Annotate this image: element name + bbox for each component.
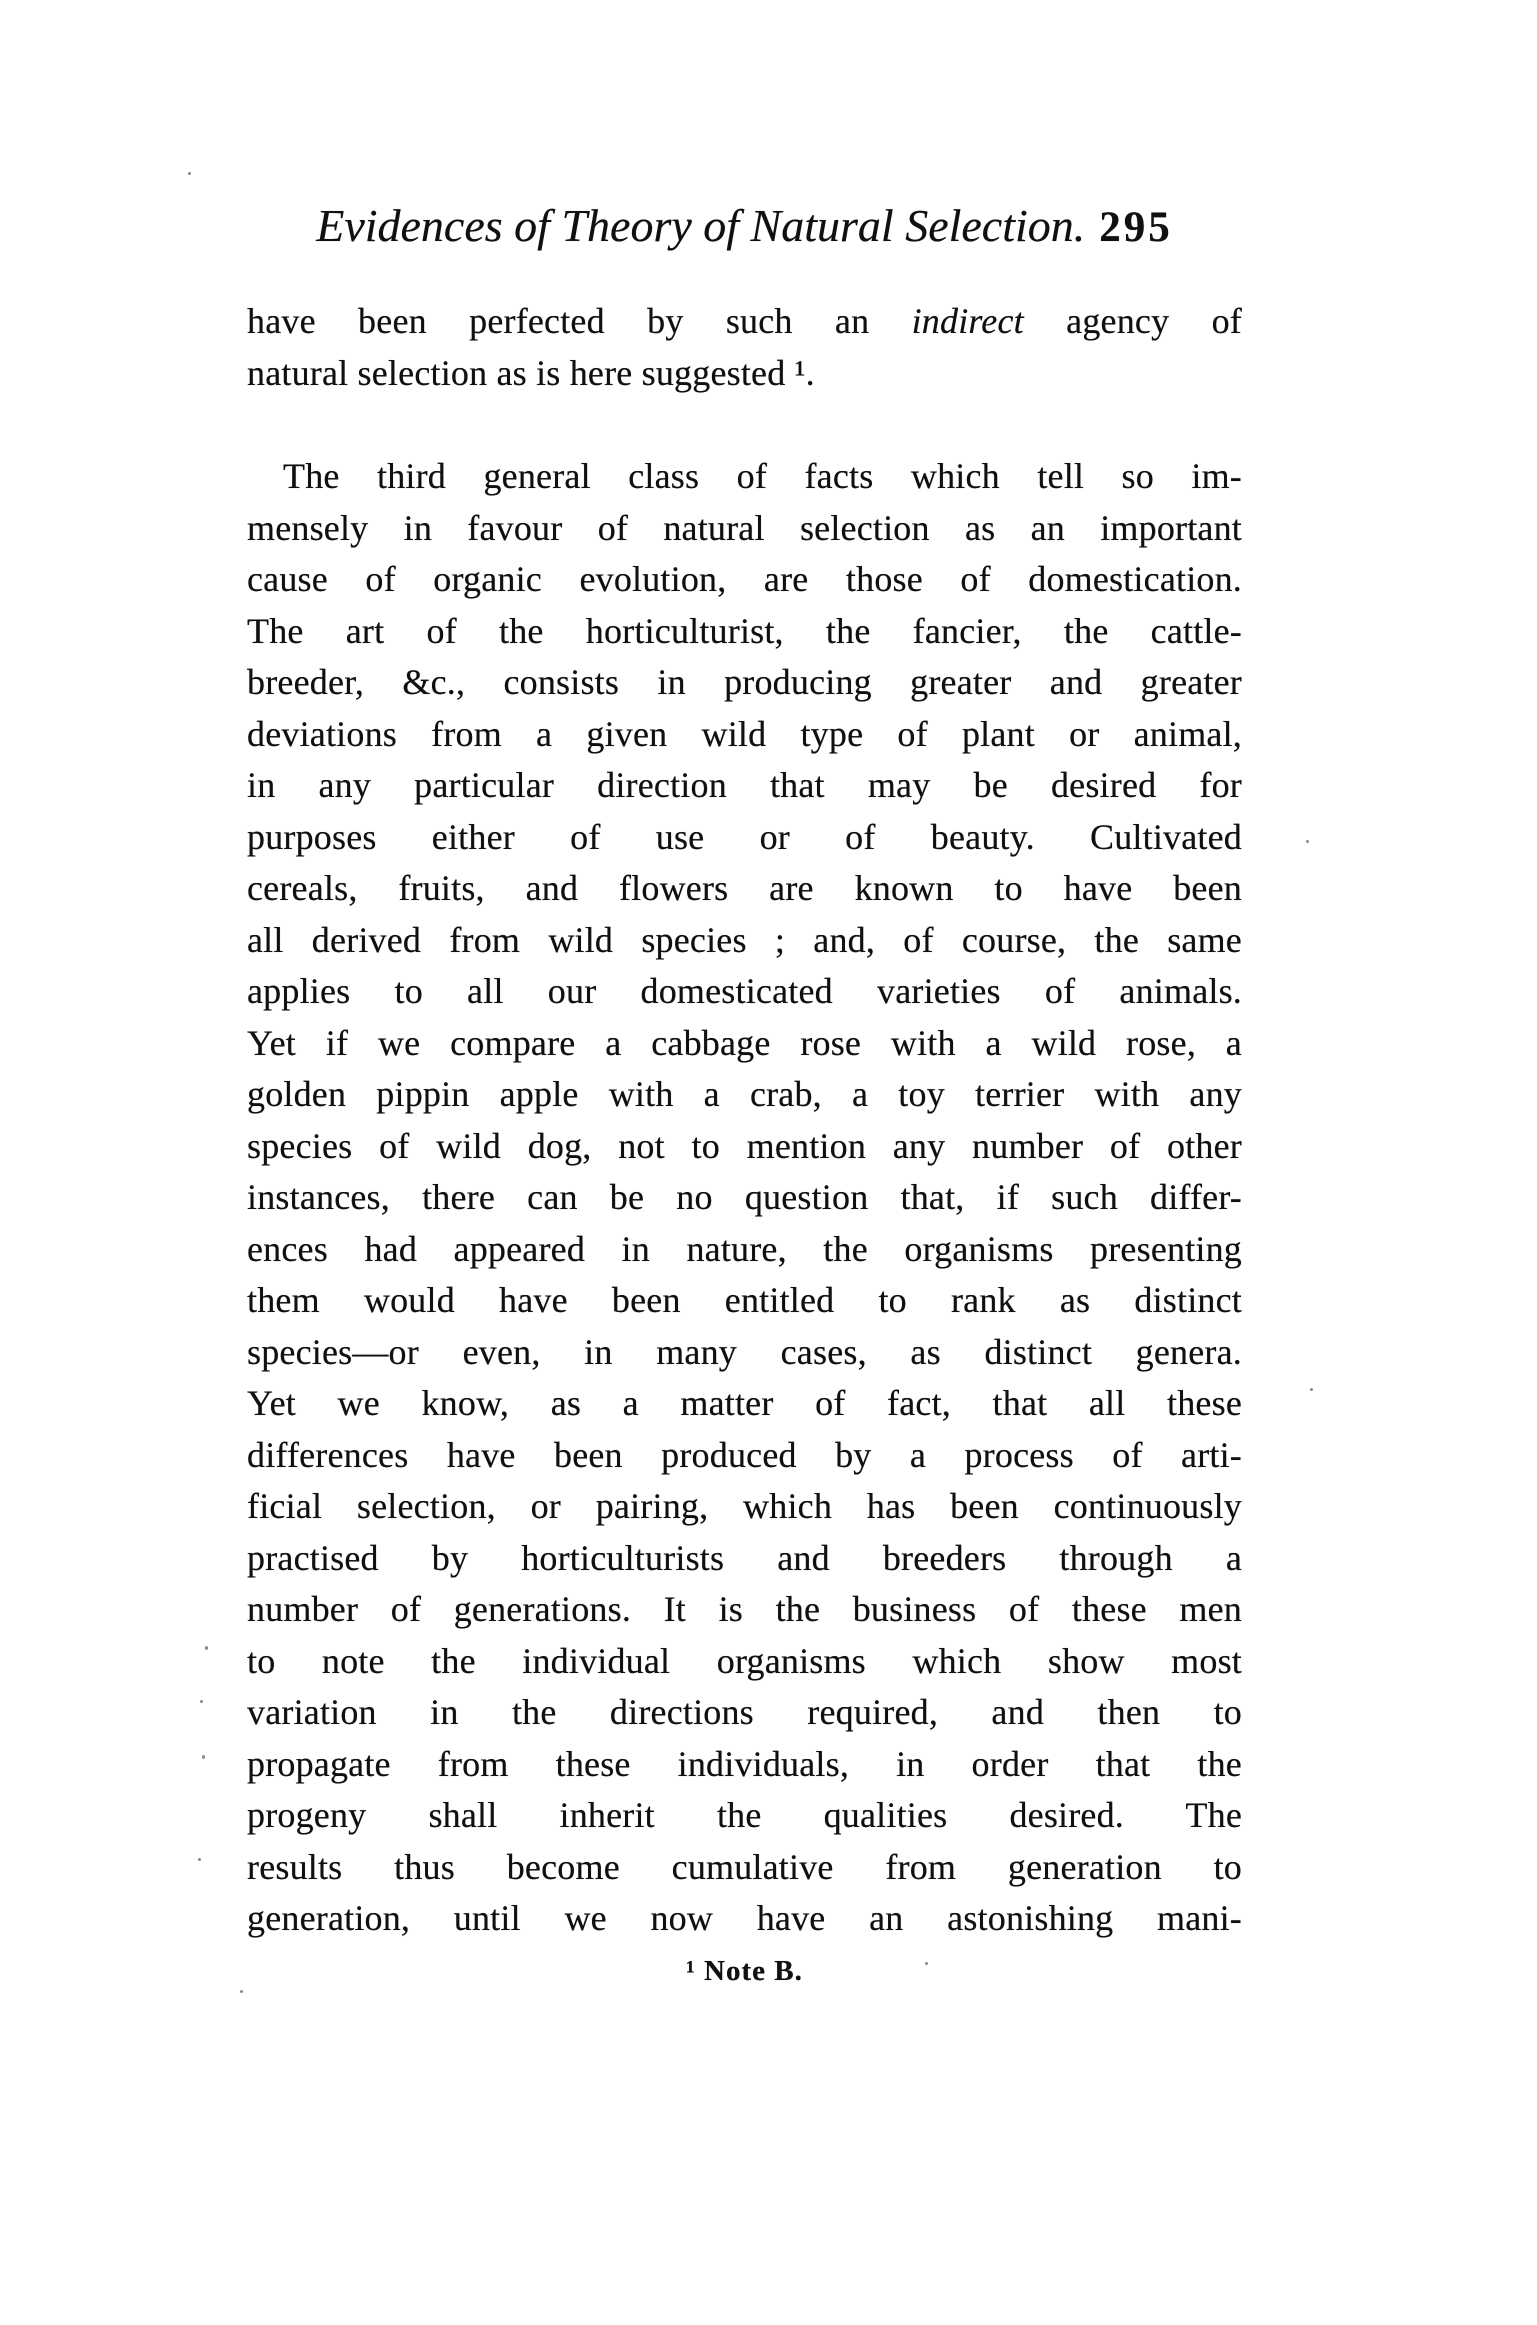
scan-speck — [200, 1700, 203, 1703]
text-line: cause of organic evolution, are those of domestication. — [247, 559, 1242, 599]
paragraph — [247, 451, 1242, 1945]
text-line: variation in the directions required, and then to — [247, 1692, 1242, 1732]
page-body — [247, 296, 1242, 1991]
text-line: mensely in favour of natural selection as an important — [247, 507, 1242, 548]
text-line: The third general class of facts which tell so im- — [283, 456, 1242, 496]
text-line: natural selection as is here suggested ¹. — [247, 352, 815, 393]
scan-speck — [1310, 1388, 1313, 1391]
scan-speck — [188, 172, 191, 175]
text-line: breeder, &c., consists in producing greater and greater — [247, 662, 1242, 702]
text-line: deviations from a given wild type of plant or animal, — [247, 713, 1242, 754]
text-line: differences have been produced by a process of arti- — [247, 1434, 1242, 1475]
text-line: The art of the horticulturist, the fancier, the cattle- — [247, 610, 1242, 651]
text-line: species of wild dog, not to mention any number of other — [247, 1125, 1242, 1166]
italic-word: indirect — [911, 301, 1024, 341]
text-line: in any particular direction that may be desired for — [247, 765, 1242, 805]
text-line: all derived from wild species ; and, of course, the same — [247, 919, 1242, 960]
scan-speck — [202, 1755, 205, 1759]
text-line: cereals, fruits, and flowers are known to have been — [247, 868, 1242, 908]
text-line: ences had appeared in nature, the organisms presenting — [247, 1228, 1242, 1269]
footnote: ¹ Note B. — [686, 1954, 803, 1987]
text-line: ficial selection, or pairing, which has been continuously — [247, 1486, 1242, 1526]
text-line: instances, there can be no question that, if such differ- — [247, 1177, 1242, 1217]
text-line: propagate from these individuals, in order that the — [247, 1743, 1242, 1784]
scan-speck — [240, 1990, 243, 1993]
running-header — [247, 200, 1242, 254]
page-number: 295 — [1099, 204, 1173, 251]
text-line: Yet we know, as a matter of fact, that all these — [247, 1383, 1242, 1423]
text-line: species—or even, in many cases, as distinct genera. — [247, 1331, 1242, 1372]
paragraph — [247, 296, 1242, 399]
scan-speck — [1306, 840, 1309, 843]
text-line: progeny shall inherit the qualities desired. The — [247, 1795, 1242, 1835]
text-line: golden pippin apple with a crab, a toy terrier with any — [247, 1074, 1242, 1114]
text-line: Yet if we compare a cabbage rose with a wild rose, a — [247, 1022, 1242, 1063]
scan-speck — [205, 1646, 208, 1650]
text-line: results thus become cumulative from generation to — [247, 1846, 1242, 1887]
text-line: have been perfected by such an indirect agency of — [247, 301, 1242, 341]
header-title: Evidences of Theory of Natural Selection. — [316, 200, 1086, 251]
text-line: them would have been entitled to rank as distinct — [247, 1280, 1242, 1320]
text-line: purposes either of use or of beauty. Cultivated — [247, 816, 1242, 857]
scan-speck — [925, 1962, 928, 1965]
text-line: generation, until we now have an astonishing mani- — [247, 1898, 1242, 1938]
text-line: practised by horticulturists and breeders through a — [247, 1537, 1242, 1578]
scan-speck — [198, 1858, 201, 1861]
text-line: number of generations. It is the business of these men — [247, 1589, 1242, 1629]
text-line: applies to all our domesticated varieties of animals. — [247, 971, 1242, 1011]
text-line: to note the individual organisms which show most — [247, 1640, 1242, 1681]
